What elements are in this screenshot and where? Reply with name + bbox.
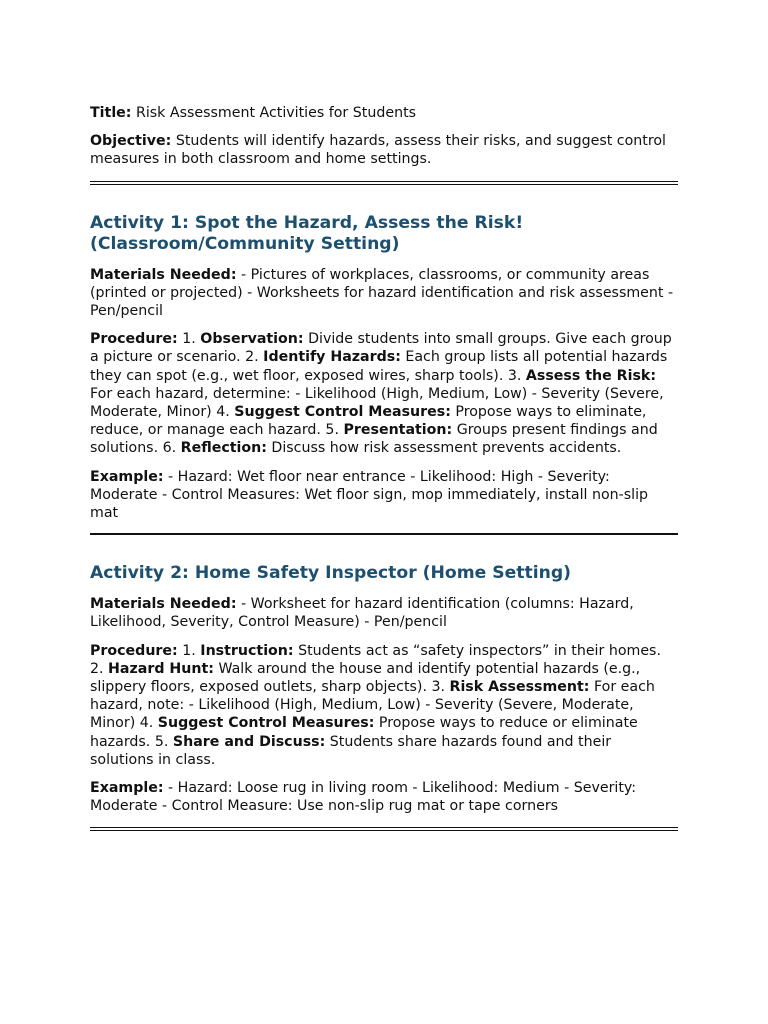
double-divider: [90, 181, 678, 185]
materials-text: - Pictures of workplaces, classrooms, or community areas (printed or projected) - Worksheets for hazard identification and risk assessment - Pen/pencil: [90, 266, 674, 320]
example-label: Example:: [90, 468, 164, 485]
activity2-heading: Activity 2: Home Safety Inspector (Home Setting): [90, 563, 572, 584]
step-text: Students share hazards found and their solutions in class.: [90, 733, 612, 768]
step-text: Propose ways to eliminate, reduce, or manage each hazard. 5.: [90, 404, 647, 439]
example-text: - Hazard: Wet floor near entrance - Likelihood: High - Severity: Moderate - Control Measures: Wet floor sign, mop immediately, install non-slip mat: [90, 468, 649, 522]
title-label: Title:: [90, 105, 132, 121]
materials-label: Materials Needed:: [90, 596, 237, 613]
step-label: Suggest Control Measures:: [157, 715, 375, 732]
step-text: Propose ways to reduce or eliminate hazards. 5.: [90, 715, 638, 750]
step-label: Assess the Risk:: [525, 367, 656, 384]
step-label: Share and Discuss:: [172, 733, 326, 750]
step-number: 1.: [177, 331, 201, 348]
activity1-materials: [90, 266, 678, 321]
example-label: Example:: [90, 780, 164, 797]
objective-text: Students will identify hazards, assess their risks, and suggest control measures in both classroom and home settings.: [90, 133, 666, 168]
objective-paragraph: [90, 132, 678, 168]
step-text: Students act as “safety inspectors” in their homes. 2.: [90, 642, 661, 677]
step-number: 1.: [177, 642, 201, 659]
activity2-procedure: [90, 642, 678, 769]
title-line: [90, 104, 678, 122]
step-label: Observation:: [200, 331, 304, 348]
activity2-materials: [90, 595, 678, 631]
activity1-heading-line2: (Classroom/Community Setting): [90, 233, 400, 254]
activity1-example: [90, 468, 678, 523]
step-text: Each group lists all potential hazards they can spot (e.g., wet floor, exposed wires, sharp tools). 3.: [90, 349, 668, 384]
materials-text: - Worksheet for hazard identification (columns: Hazard, Likelihood, Severity, Control Measure) - Pen/pencil: [90, 596, 634, 631]
document-page: [90, 104, 678, 831]
procedure-label: Procedure:: [90, 331, 178, 348]
double-divider-bottom: [90, 827, 678, 831]
example-text: - Hazard: Loose rug in living room - Likelihood: Medium - Severity: Moderate - Control Measure: Use non-slip rug mat or tape corners: [90, 780, 637, 815]
step-label: Suggest Control Measures:: [234, 404, 451, 421]
activity1-procedure: [90, 330, 678, 457]
activity1-heading: [90, 213, 678, 255]
step-text: Divide students into small groups. Give each group a picture or scenario. 2.: [90, 331, 672, 366]
step-label: Risk Assessment:: [449, 679, 590, 696]
step-text: For each hazard, determine: - Likelihood (High, Medium, Low) - Severity (Severe, Moderate, Minor) 4.: [90, 385, 664, 421]
step-text: Groups present findings and solutions. 6.: [90, 422, 658, 457]
objective-label: Objective:: [90, 133, 172, 150]
materials-label: Materials Needed:: [90, 266, 237, 283]
step-label: Instruction:: [200, 642, 294, 659]
activity1-heading-line1: Activity 1: Spot the Hazard, Assess the Risk!: [90, 212, 524, 233]
step-label: Identify Hazards:: [263, 349, 401, 366]
step-label: Reflection:: [180, 440, 267, 457]
step-text: Discuss how risk assessment prevents accidents.: [266, 440, 622, 457]
step-label: Presentation:: [343, 422, 453, 439]
activity2-example: [90, 779, 678, 815]
step-label: Hazard Hunt:: [108, 660, 214, 677]
procedure-label: Procedure:: [90, 642, 178, 659]
title-value: Risk Assessment Activities for Students: [131, 105, 417, 121]
step-text: For each hazard, note: - Likelihood (High, Medium, Low) - Severity (Severe, Moderate, Minor) 4.: [90, 679, 655, 732]
single-divider: [90, 533, 678, 535]
step-text: Walk around the house and identify potential hazards (e.g., slippery floors, exposed outlets, sharp objects). 3.: [90, 660, 641, 696]
